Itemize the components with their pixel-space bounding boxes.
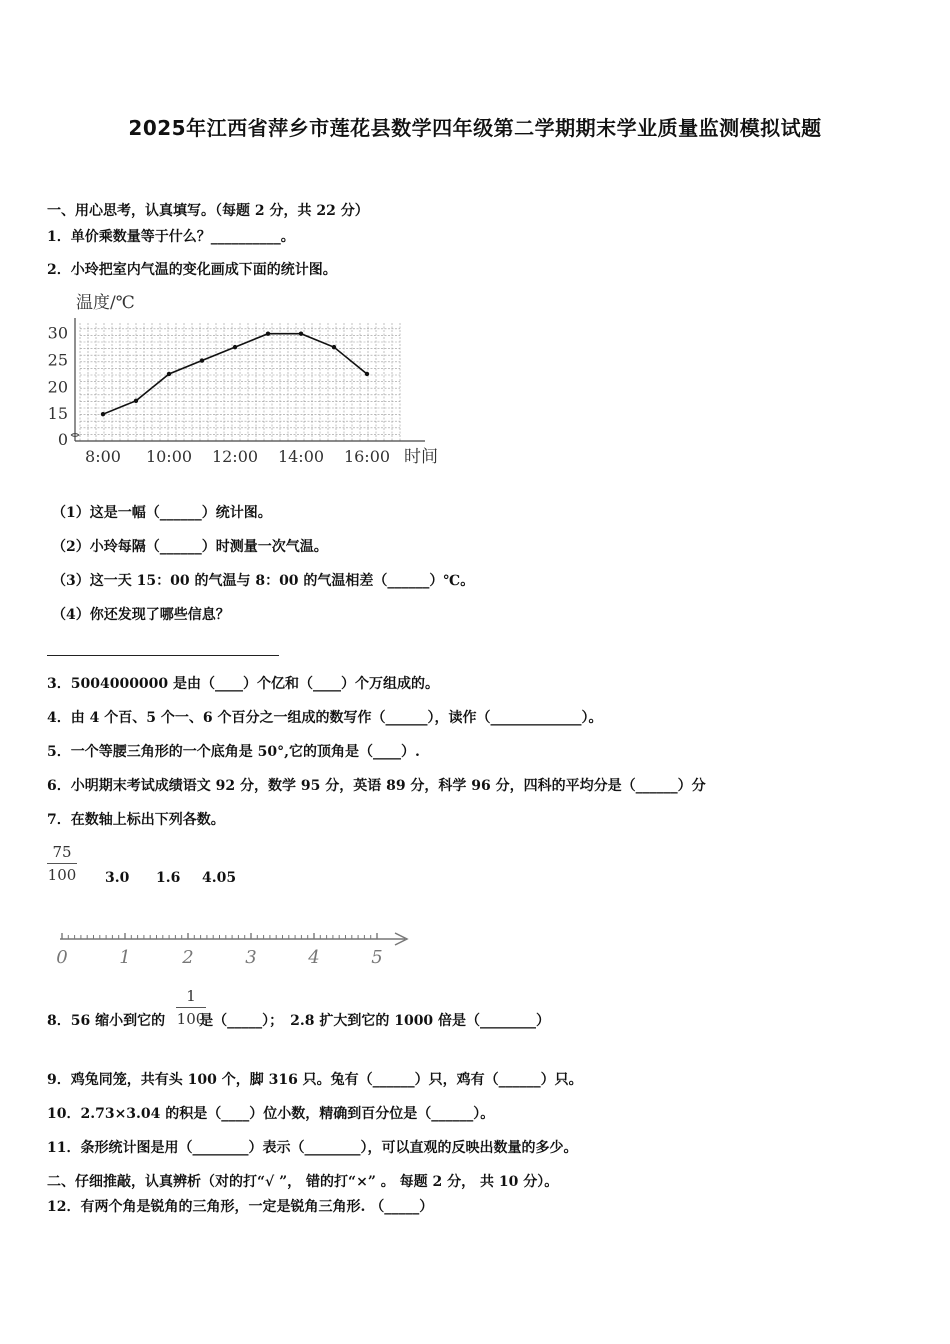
data-point-11:00 <box>200 358 204 362</box>
q7-fraction-denominator: 100 <box>47 866 77 884</box>
question-2-part-1: （1）这是一幅（______）统计图。 <box>52 505 272 521</box>
y-tick-20: 20 <box>47 377 68 397</box>
number-line <box>50 925 420 973</box>
data-point-10:00 <box>167 372 171 376</box>
q7-fraction-numerator: 75 <box>52 843 72 861</box>
question-4: 4．由 4 个百、5 个一、6 个百分之一组成的数写作（______），读作（_____________）。 <box>47 710 603 726</box>
q8-fraction <box>176 987 206 1028</box>
question-1: 1．单价乘数量等于什么？__________。 <box>47 229 295 245</box>
question-9: 9．鸡兔同笼，共有头 100 个，脚 316 只。兔有（______）只，鸡有（______）只。 <box>47 1072 583 1088</box>
question-2: 2．小玲把室内气温的变化画成下面的统计图。 <box>47 262 337 278</box>
question-2-part-2: （2）小玲每隔（______）时测量一次气温。 <box>52 539 328 555</box>
x-tick-16:00: 16:00 <box>343 447 391 466</box>
y-tick-0: 0 <box>57 430 68 449</box>
section-2-heading: 二、仔细推敲，认真辨析（对的打“√ ”， 错的打“×” 。 每题 2 分， 共 10 分）。 <box>47 1174 559 1190</box>
number-line-ticks <box>62 933 377 939</box>
x-tick-14:00: 14:00 <box>277 447 325 466</box>
number-line-label-4: 4 <box>308 947 320 968</box>
number-line-label-0: 0 <box>56 947 68 968</box>
question-7: 7．在数轴上标出下列各数。 <box>47 812 225 828</box>
q8-prefix: 8．56 缩小到它的 <box>47 1013 166 1029</box>
data-point-8:00 <box>101 412 105 416</box>
x-tick-10:00: 10:00 <box>145 447 193 466</box>
data-point-13:00 <box>266 332 270 336</box>
y-tick-30: 30 <box>47 323 68 343</box>
question-10: 10．2.73×3.04 的积是（____）位小数，精确到百分位是（______）。 <box>47 1106 495 1122</box>
data-point-14:00 <box>299 332 303 336</box>
y-axis-label: 温度/℃ <box>76 293 135 313</box>
q7-value-1: 3.0 <box>105 870 130 886</box>
x-tick-labels <box>85 447 390 466</box>
x-tick-8:00: 8:00 <box>85 447 121 466</box>
x-axis-label: 时间 <box>404 447 438 467</box>
question-2-part-4: （4）你还发现了哪些信息？ <box>52 607 230 623</box>
question-11: 11．条形统计图是用（________）表示（________），可以直观的反映出数量的多少。 <box>47 1140 578 1156</box>
question-6: 6．小明期末考试成绩语文 92 分，数学 95 分，英语 89 分，科学 96 分，四科的平均分是（______）分 <box>47 778 706 794</box>
number-line-label-3: 3 <box>245 947 257 968</box>
y-tick-25: 25 <box>47 350 68 370</box>
question-3: 3．5004000000 是由（____）个亿和（____）个万组成的。 <box>47 676 440 692</box>
q7-value-3: 4.05 <box>202 870 237 886</box>
data-point-9:00 <box>134 399 138 403</box>
question-2-part-3: （3）这一天 15：00 的气温与 8：00 的气温相差（______）℃。 <box>52 573 475 589</box>
data-point-16:00 <box>365 372 369 376</box>
q8-fraction-numerator: 1 <box>186 987 196 1005</box>
q8-suffix: 是（_____）； 2.8 扩大到它的 1000 倍是（________） <box>199 1013 551 1029</box>
data-point-12:00 <box>233 345 237 349</box>
number-line-labels <box>56 947 382 968</box>
data-point-15:00 <box>332 345 336 349</box>
number-line-label-5: 5 <box>371 947 383 968</box>
page-title: 2025年江西省萍乡市莲花县数学四年级第二学期期末学业质量监测模拟试题 <box>128 116 822 140</box>
q8-fraction-denominator: 100 <box>176 1010 206 1028</box>
question-5: 5．一个等腰三角形的一个底角是 50°,它的顶角是（____）. <box>47 744 420 760</box>
question-8 <box>47 1011 550 1031</box>
question-12: 12．有两个角是锐角的三角形，一定是锐角三角形. （_____） <box>47 1199 434 1215</box>
y-tick-labels <box>48 324 68 449</box>
temperature-line-chart <box>40 286 460 476</box>
number-line-label-1: 1 <box>119 947 131 968</box>
y-tick-15: 15 <box>47 404 68 424</box>
q7-value-2: 1.6 <box>156 870 181 886</box>
answer-blank-line <box>47 655 279 656</box>
chart-grid <box>80 323 400 441</box>
x-tick-12:00: 12:00 <box>211 447 259 466</box>
q7-fraction <box>47 843 77 884</box>
section-1-heading: 一、用心思考，认真填写。（每题 2 分，共 22 分） <box>47 203 369 219</box>
number-line-label-2: 2 <box>182 947 194 968</box>
